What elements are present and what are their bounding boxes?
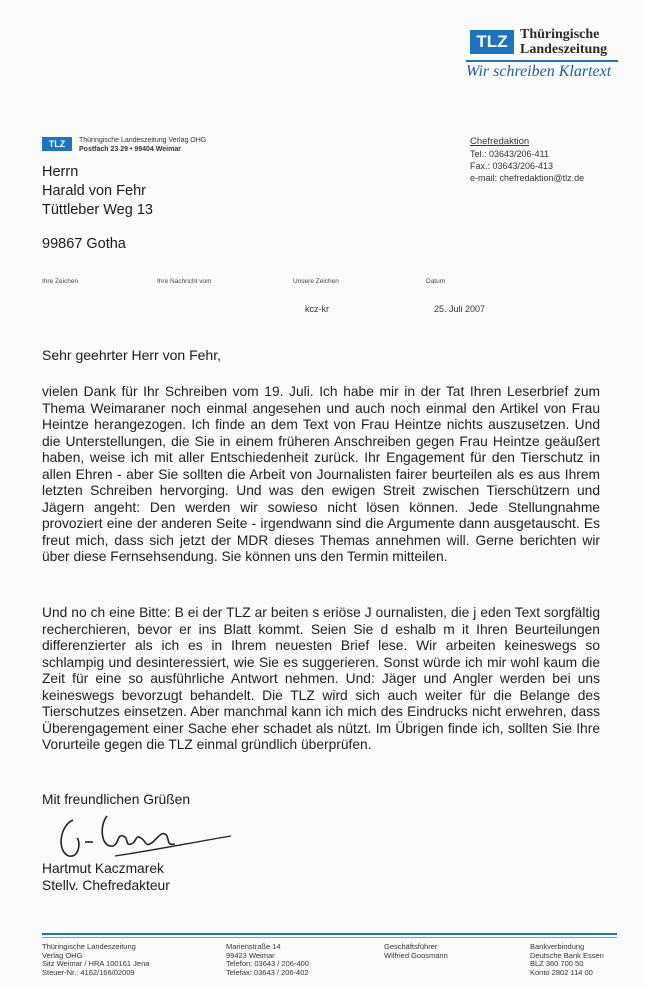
footer-divider bbox=[42, 933, 617, 935]
footer-divider-thin bbox=[42, 937, 617, 938]
sender-postbox: Postfach 23 29 • 99404 Weimar bbox=[79, 146, 181, 153]
newspaper-name bbox=[520, 27, 607, 57]
footer-management bbox=[384, 943, 448, 960]
recipient-salutation-line: Herrn bbox=[42, 164, 79, 180]
footer-company-line: Thüringische Landeszeitung bbox=[42, 942, 136, 951]
footer-management-line: Geschäftsführer bbox=[384, 942, 438, 951]
footer-bank bbox=[530, 943, 604, 977]
recipient-city: 99867 Gotha bbox=[42, 236, 126, 252]
signer-block bbox=[42, 860, 170, 894]
sender-company: Thüringische Landeszeitung Verlag OHG bbox=[79, 137, 207, 144]
salutation: Sehr geehrter Herr von Fehr, bbox=[42, 347, 221, 363]
label-unsere-zeichen: Unsere Zeichen bbox=[293, 278, 339, 285]
tlz-logo: TLZ bbox=[470, 30, 514, 54]
label-ihre-nachricht: Ihre Nachricht vom bbox=[157, 278, 212, 285]
recipient-address bbox=[42, 163, 153, 254]
value-unsere-zeichen: kcz-kr bbox=[305, 304, 329, 314]
footer-company bbox=[42, 943, 149, 977]
label-ihre-zeichen: Ihre Zeichen bbox=[42, 278, 79, 285]
body-paragraph-1: vielen Dank für Ihr Schreiben vom 19. Juli. Ich habe mir in der Tat Ihren Leserbrief zum Thema Weimaraner noch einmal angesehen und auch noch einmal den Artikel von Frau Heintze herangezogen. Ich finde an dem Text von Frau Heintze nichts auszusetzen. Und die Unterstellungen, die Sie in einem früheren Anschreiben gegen Frau Heintze geäußert haben, weise ich mit aller Entschiedenheit zurück. Ihr Engagement für den Tierschutz in allen Ehren - aber Sie sollten die Arbeit von Journalisten fairer beurteilen als es aus Ihrem letzten Schreiben hervorging. Und was den ewigen Streit zwischen Tierschützern und Jägern angeht: Den werden wir sowieso nicht lösen können. Jede Stellungnahme provoziert eine der anderen Seite - irgendwann sind die Argumente dann ausgetauscht. Es freut mich, dass sich jetzt der MDR dieses Themas annehmen will. Gerne berichten wir über diese Fernsehsendung. Sie können uns den Termin mitteilen. bbox=[42, 384, 600, 564]
footer-company-line: Steuer-Nr.: 4162/166/02009 bbox=[42, 967, 135, 977]
footer-address-line: 99423 Weimar bbox=[226, 950, 275, 960]
contact-email[interactable]: e-mail: chefredaktion@tlz.de bbox=[470, 173, 585, 183]
footer-bank-line: Konto 2802 114 00 bbox=[530, 967, 593, 977]
sender-logo: TLZ bbox=[42, 137, 72, 151]
closing: Mit freundlichen Grüßen bbox=[42, 792, 190, 807]
footer-address-line: Telefax: 03643 / 206-402 bbox=[226, 967, 309, 977]
footer-address-line: Telefon: 03643 / 206-400 bbox=[226, 959, 309, 968]
value-datum: 25. Juli 2007 bbox=[434, 304, 486, 314]
footer-bank-line: Bankverbindung bbox=[530, 942, 585, 951]
contact-fax: Fax.: 03643/206-413 bbox=[470, 161, 554, 171]
newspaper-name-line1: Thüringische bbox=[520, 27, 600, 42]
footer-company-line: Verlag OHG bbox=[42, 950, 83, 960]
footer-management-line: Wilfried Goosmann bbox=[384, 950, 448, 960]
slogan: Wir schreiben Klartext bbox=[466, 63, 612, 80]
slogan-divider bbox=[466, 60, 618, 62]
signer-title: Stellv. Chefredakteur bbox=[42, 878, 170, 893]
footer-address bbox=[226, 943, 309, 977]
contact-tel: Tel.: 03643/206-411 bbox=[470, 149, 549, 159]
footer-bank-line: Deutsche Bank Essen bbox=[530, 950, 604, 960]
label-datum: Datum bbox=[426, 278, 446, 285]
sender-address bbox=[79, 136, 206, 154]
footer-address-line: Marienstraße 14 bbox=[226, 942, 281, 951]
recipient-street: Tüttleber Weg 13 bbox=[42, 202, 153, 218]
contact-block bbox=[470, 136, 584, 184]
footer-bank-line: BLZ 360 700 50 bbox=[530, 959, 584, 968]
footer-company-line: Sitz Weimar / HRA 100161 Jena bbox=[42, 959, 150, 968]
body-paragraph-2: Und no ch eine Bitte: B ei der TLZ ar beiten s eriöse J ournalisten, die j eden Text sorgfältig recherchieren, bevor er ins Blatt kommt. Seien Sie d eshalb m it Ihren Beurteilungen differenzierter als ich es in Ihrem neuesten Brief lese. Wir arbeiten keineswegs so schlampig und desinteressiert, wie Sie es suggerieren. Sonst würde ich mir wohl kaum die Zeit für eine so ausführliche Antwort nehmen. Und: Jäger und Angler werden bei uns keineswegs bevorzugt behandelt. Die TLZ wird sich auch weiter für die Belange des Tierschutzes einsetzen. Aber manchmal kann ich mich des Eindrucks nicht erwehren, dass Überengagement einer Sache eher schadet als nützt. Im Übrigen finde ich, sollten Sie Ihre Vorurteile gegen die TLZ einmal gründlich überprüfen. bbox=[42, 605, 600, 752]
signer-name: Hartmut Kaczmarek bbox=[42, 861, 164, 876]
newspaper-name-line2: Landeszeitung bbox=[520, 42, 608, 57]
contact-title: Chefredaktion bbox=[470, 136, 530, 147]
recipient-name: Harald von Fehr bbox=[42, 183, 146, 199]
